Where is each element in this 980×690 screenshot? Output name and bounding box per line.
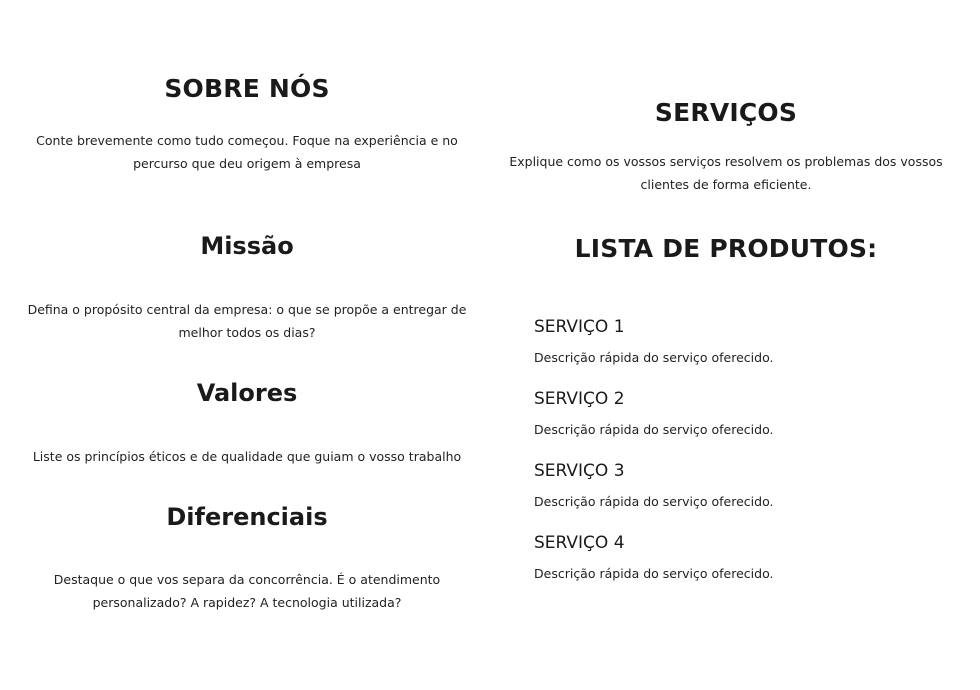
products-section bbox=[506, 234, 946, 263]
differentials-section bbox=[22, 503, 472, 531]
values-text-wrap bbox=[22, 445, 472, 468]
product-name: SERVIÇO 3 bbox=[534, 461, 625, 481]
differentials-text-wrap bbox=[22, 568, 472, 614]
product-description: Descrição rápida do serviço oferecido. bbox=[534, 350, 774, 365]
product-name: SERVIÇO 2 bbox=[534, 389, 625, 409]
about-title: SOBRE NÓS bbox=[164, 74, 330, 103]
product-description: Descrição rápida do serviço oferecido. bbox=[534, 566, 774, 581]
products-title: LISTA DE PRODUTOS: bbox=[574, 234, 878, 263]
product-list bbox=[534, 314, 946, 602]
values-title: Valores bbox=[196, 379, 298, 407]
about-section bbox=[22, 74, 472, 103]
list-item bbox=[534, 530, 946, 602]
mission-title: Missão bbox=[200, 232, 294, 260]
mission-section bbox=[22, 232, 472, 260]
values-section bbox=[22, 379, 472, 407]
list-item bbox=[534, 386, 946, 458]
values-text: Liste os princípios éticos e de qualidade que guiam o vosso trabalho bbox=[32, 449, 462, 464]
product-description: Descrição rápida do serviço oferecido. bbox=[534, 494, 774, 509]
product-description: Descrição rápida do serviço oferecido. bbox=[534, 422, 774, 437]
list-item bbox=[534, 314, 946, 386]
mission-text-wrap bbox=[22, 298, 472, 344]
services-text: Explique como os vossos serviços resolvem os problemas dos vossos clientes de forma eficiente. bbox=[509, 154, 943, 192]
differentials-title: Diferenciais bbox=[166, 503, 328, 531]
list-item bbox=[534, 458, 946, 530]
product-name: SERVIÇO 4 bbox=[534, 533, 625, 553]
services-text-wrap bbox=[506, 150, 946, 196]
mission-text: Defina o propósito central da empresa: o que se propõe a entregar de melhor todos os dias? bbox=[27, 302, 467, 340]
services-title: SERVIÇOS bbox=[654, 98, 798, 127]
about-text: Conte brevemente como tudo começou. Foque na experiência e no percurso que deu origem à empresa bbox=[36, 133, 458, 171]
product-name: SERVIÇO 1 bbox=[534, 317, 625, 337]
services-section bbox=[506, 98, 946, 127]
about-text-wrap bbox=[22, 129, 472, 175]
differentials-text: Destaque o que vos separa da concorrência. É o atendimento personalizado? A rapidez? A tecnologia utilizada? bbox=[53, 572, 441, 610]
